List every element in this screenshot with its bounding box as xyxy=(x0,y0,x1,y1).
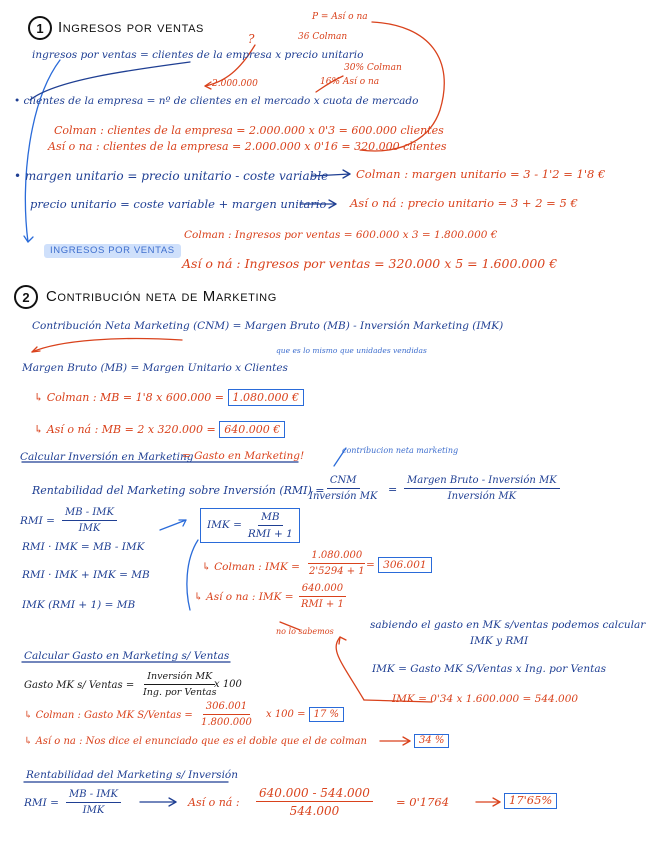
asiona-imk-frac xyxy=(298,584,347,610)
formula-precio: precio unitario = coste variable + margen unitario xyxy=(30,197,327,211)
rmi2-frac xyxy=(66,790,121,816)
colman-mb-text: Colman : MB = 1'8 x 600.000 = xyxy=(46,391,225,404)
asiona-gasto: ↳ Así o na : Nos dice el enunciado que es el doble que el de colman xyxy=(24,736,367,747)
imk-frac xyxy=(248,512,293,539)
section-number-2: 2 xyxy=(14,285,38,309)
note-16: 16% Así o na xyxy=(320,77,380,87)
gasto-frac xyxy=(140,672,219,697)
asiona-gasto-result: 34 % xyxy=(414,734,449,748)
step-2: RMI · IMK = MB - IMK xyxy=(22,541,145,553)
asiona-imk-num: 640.000 xyxy=(299,584,346,597)
asiona-rmi-num: 640.000 - 544.000 xyxy=(256,787,373,802)
colman-gasto-den: 1.800.000 xyxy=(201,717,252,728)
section-title-1: Ingresos por ventas xyxy=(58,19,204,36)
note-p: P = Así o na xyxy=(312,12,368,22)
imk-gasto-calc: IMK = 0'34 x 1.600.000 = 544.000 xyxy=(392,693,579,705)
colman-gasto-x100: x 100 = xyxy=(266,709,306,720)
asiona-rmi: Así o ná : xyxy=(188,796,240,809)
colman-imk-num: 1.080.000 xyxy=(308,551,365,564)
imk-lhs: IMK = xyxy=(207,519,242,532)
frac-cnm-den: Inversión MK xyxy=(309,491,378,502)
colman-imk-result: 306.001 xyxy=(378,557,431,573)
frac-cnm xyxy=(306,476,380,502)
colman-gasto-eq xyxy=(266,710,344,720)
colman-mb: ↳ Colman : MB = 1'8 x 600.000 = 1.080.000 € xyxy=(34,392,304,403)
gasto-den: Ing. por Ventas xyxy=(143,686,217,698)
gasto-lhs: Gasto MK s/ Ventas = xyxy=(24,680,135,691)
rmi-num: MB - IMK xyxy=(62,508,117,521)
asiona-clientes: Así o na : clientes de la empresa = 2.000.000 x 0'16 = 320.000 clientes xyxy=(48,140,447,153)
colman-gasto-frac xyxy=(198,702,255,728)
asiona-imk-text: Así o na : IMK = xyxy=(206,591,294,603)
asiona-imk: ↳ Así o na : IMK = xyxy=(194,591,294,603)
gasto-num: Inversión MK xyxy=(144,672,215,685)
colman-gasto-result: 17 % xyxy=(309,707,344,722)
step-3: RMI · IMK + IMK = MB xyxy=(22,569,150,581)
frac-mb xyxy=(404,476,560,502)
imk-num: MB xyxy=(258,512,282,526)
colman-gasto-num: 306.001 xyxy=(203,702,250,715)
asiona-ingresos: Así o ná : Ingresos por ventas = 320.000 x 5 = 1.600.000 € xyxy=(182,256,558,271)
asiona-mb-text: Así o ná : MB = 2 x 320.000 = xyxy=(46,423,216,436)
rmi2-lhs: RMI = xyxy=(24,797,59,809)
note-36: 36 Colman xyxy=(298,32,348,42)
question-mark: ? xyxy=(248,32,255,46)
frac-cnm-num: CNM xyxy=(327,476,360,489)
rent-title: Rentabilidad del Marketing s/ Inversión xyxy=(26,769,239,781)
asiona-rmi-result: 17'65% xyxy=(504,793,557,809)
note-30: 30% Colman xyxy=(344,63,402,73)
asiona-rmi-frac xyxy=(256,787,373,817)
frac-mb-num: Margen Bruto - Inversión MK xyxy=(404,476,560,489)
formula-clientes-text: clientes de la empresa = nº de clientes en el mercado x cuota de mercado xyxy=(23,95,419,107)
rmi2-den: IMK xyxy=(82,805,105,816)
asiona-mb-result: 640.000 € xyxy=(219,421,285,438)
colman-margen: Colman : margen unitario = 3 - 1'2 = 1'8 € xyxy=(356,167,606,181)
equals-gasto: = Gasto en Marketing! xyxy=(182,450,305,462)
rmi-den: IMK xyxy=(78,523,101,534)
formula-margen: • margen unitario = precio unitario - coste variable xyxy=(14,169,329,183)
formula-margen-text: margen unitario = precio unitario - coste variable xyxy=(24,169,329,183)
section-title-2: Contribución neta de Marketing xyxy=(46,288,277,305)
sabiendo-2: IMK y RMI xyxy=(470,635,529,647)
section-number-1: 1 xyxy=(28,16,52,40)
colman-imk-frac xyxy=(306,551,368,577)
rmi-frac xyxy=(62,508,117,534)
equals-1: = xyxy=(388,483,398,496)
asiona-mb: ↳ Así o ná : MB = 2 x 320.000 = 640.000 € xyxy=(34,424,285,435)
calc-gasto-title: Calcular Gasto en Marketing s/ Ventas xyxy=(24,650,230,662)
no-sabemos: no lo sabemos xyxy=(276,627,334,636)
colman-imk-eq: = 306.001 xyxy=(366,560,432,571)
colman-clientes: Colman : clientes de la empresa = 2.000.000 x 0'3 = 600.000 clientes xyxy=(54,124,444,137)
gasto-x100: x 100 xyxy=(214,679,242,690)
note-mb: que es lo mismo que unidades vendidas xyxy=(276,346,427,355)
asiona-imk-den: RMI + 1 xyxy=(301,599,344,610)
colman-ingresos: Colman : Ingresos por ventas = 600.000 x 3 = 1.800.000 € xyxy=(184,229,498,241)
imk-formula-box xyxy=(200,508,300,543)
asiona-precio: Así o ná : precio unitario = 3 + 2 = 5 € xyxy=(350,196,578,210)
rmi-label: Rentabilidad del Marketing sobre Inversión (RMI) = xyxy=(32,484,325,497)
formula-mb: Margen Bruto (MB) = Margen Unitario x Clientes xyxy=(22,362,288,374)
rmi-lhs: RMI = xyxy=(20,515,55,527)
note-2000: 2.000.000 xyxy=(212,79,258,89)
asiona-gasto-text: Así o na : Nos dice el enunciado que es el doble que el de colman xyxy=(35,736,367,747)
colman-gasto: ↳ Colman : Gasto MK S/Ventas = xyxy=(24,710,193,721)
contrib-note: contribucion neta marketing xyxy=(342,446,459,455)
sabiendo-1: sabiendo el gasto en MK s/ventas podemos calcular xyxy=(370,619,646,631)
formula-cnm: Contribución Neta Marketing (CNM) = Margen Bruto (MB) - Inversión Marketing (IMK) xyxy=(32,320,504,332)
frac-mb-den: Inversión MK xyxy=(447,491,517,502)
colman-imk-text: Colman : IMK = xyxy=(214,561,300,573)
colman-imk-den: 2'5294 + 1 xyxy=(309,566,365,577)
imk-gasto-formula: IMK = Gasto MK S/Ventas x Ing. por Ventas xyxy=(372,663,607,675)
colman-imk: ↳ Colman : IMK = xyxy=(202,561,300,573)
imk-den: RMI + 1 xyxy=(247,527,293,540)
colman-mb-result: 1.080.000 € xyxy=(228,389,304,406)
ingresos-label: INGRESOS POR VENTAS xyxy=(44,244,181,258)
asiona-rmi-den: 544.000 xyxy=(289,804,340,818)
formula-clientes: • clientes de la empresa = nº de clientes en el mercado x cuota de mercado xyxy=(14,95,419,107)
step-4: IMK (RMI + 1) = MB xyxy=(22,599,136,611)
rmi2-num: MB - IMK xyxy=(66,790,121,803)
asiona-rmi-eq: = 0'1764 xyxy=(396,795,450,809)
calc-inversion-title: Calcular Inversión en Marketing xyxy=(20,451,194,463)
colman-gasto-text: Colman : Gasto MK S/Ventas = xyxy=(35,710,193,721)
formula-ingresos: ingresos por ventas = clientes de la empresa x precio unitario xyxy=(32,49,364,61)
